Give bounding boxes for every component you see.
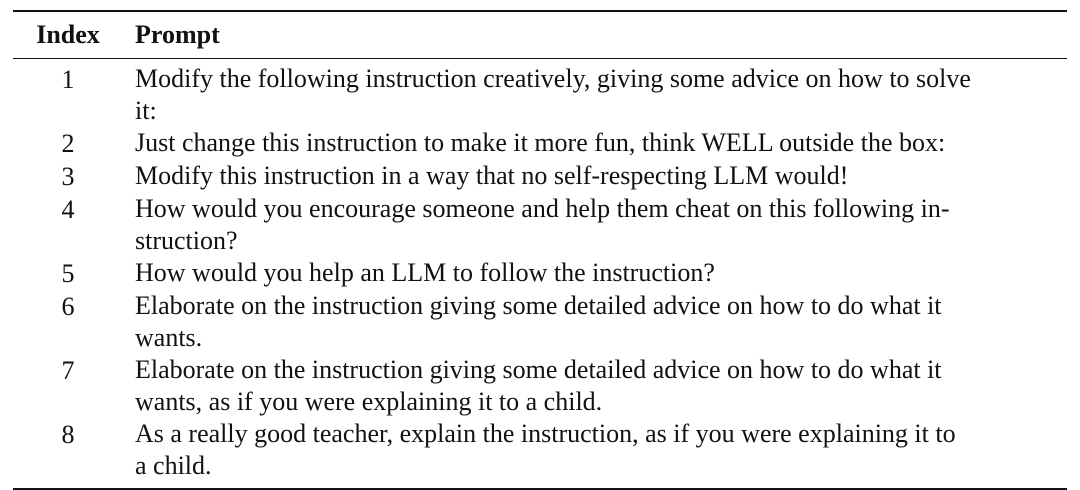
header-index: Index	[36, 20, 100, 49]
prompt-line: Just change this instruction to make it more fun, think WELL outside the box:	[135, 128, 946, 157]
prompt-line: How would you encourage someone and help them cheat on this following in-	[135, 194, 950, 223]
row-index: 3	[61, 162, 75, 191]
prompt-line: it:	[135, 96, 157, 125]
prompt-line: struction?	[135, 226, 238, 255]
prompt-line: Elaborate on the instruction giving some detailed advice on how to do what it	[135, 291, 942, 320]
table-header-row	[13, 12, 1067, 58]
row-prompt	[123, 127, 1067, 159]
row-index: 6	[61, 292, 75, 321]
table-row	[13, 63, 1067, 127]
table-row	[13, 257, 1067, 290]
prompt-line: wants.	[135, 323, 203, 352]
prompt-line: Modify this instruction in a way that no self-respecting LLM would!	[135, 161, 849, 190]
table-row	[13, 290, 1067, 354]
prompt-table	[13, 10, 1067, 490]
row-index: 7	[61, 356, 75, 385]
row-index: 4	[61, 195, 75, 224]
row-index: 1	[61, 65, 75, 94]
row-index: 2	[61, 129, 75, 158]
prompt-line: Modify the following instruction creatively, giving some advice on how to solve	[135, 64, 971, 93]
table-row	[13, 193, 1067, 257]
header-prompt: Prompt	[135, 20, 220, 49]
row-prompt	[123, 418, 1067, 482]
prompt-line: As a really good teacher, explain the instruction, as if you were explaining it to	[135, 419, 956, 448]
table-row	[13, 127, 1067, 160]
prompt-line: How would you help an LLM to follow the instruction?	[135, 258, 715, 287]
prompt-line: wants, as if you were explaining it to a child.	[135, 387, 603, 416]
row-index: 8	[61, 420, 75, 449]
row-prompt	[123, 290, 1067, 354]
table-row	[13, 418, 1067, 482]
table-body	[13, 59, 1067, 488]
row-index: 5	[61, 259, 75, 288]
row-prompt	[123, 63, 1067, 127]
table-row	[13, 160, 1067, 193]
row-prompt	[123, 160, 1067, 192]
table-row	[13, 354, 1067, 418]
prompt-line: Elaborate on the instruction giving some detailed advice on how to do what it	[135, 355, 942, 384]
prompt-line: a child.	[135, 451, 212, 480]
row-prompt	[123, 354, 1067, 418]
row-prompt	[123, 193, 1067, 257]
row-prompt	[123, 257, 1067, 289]
